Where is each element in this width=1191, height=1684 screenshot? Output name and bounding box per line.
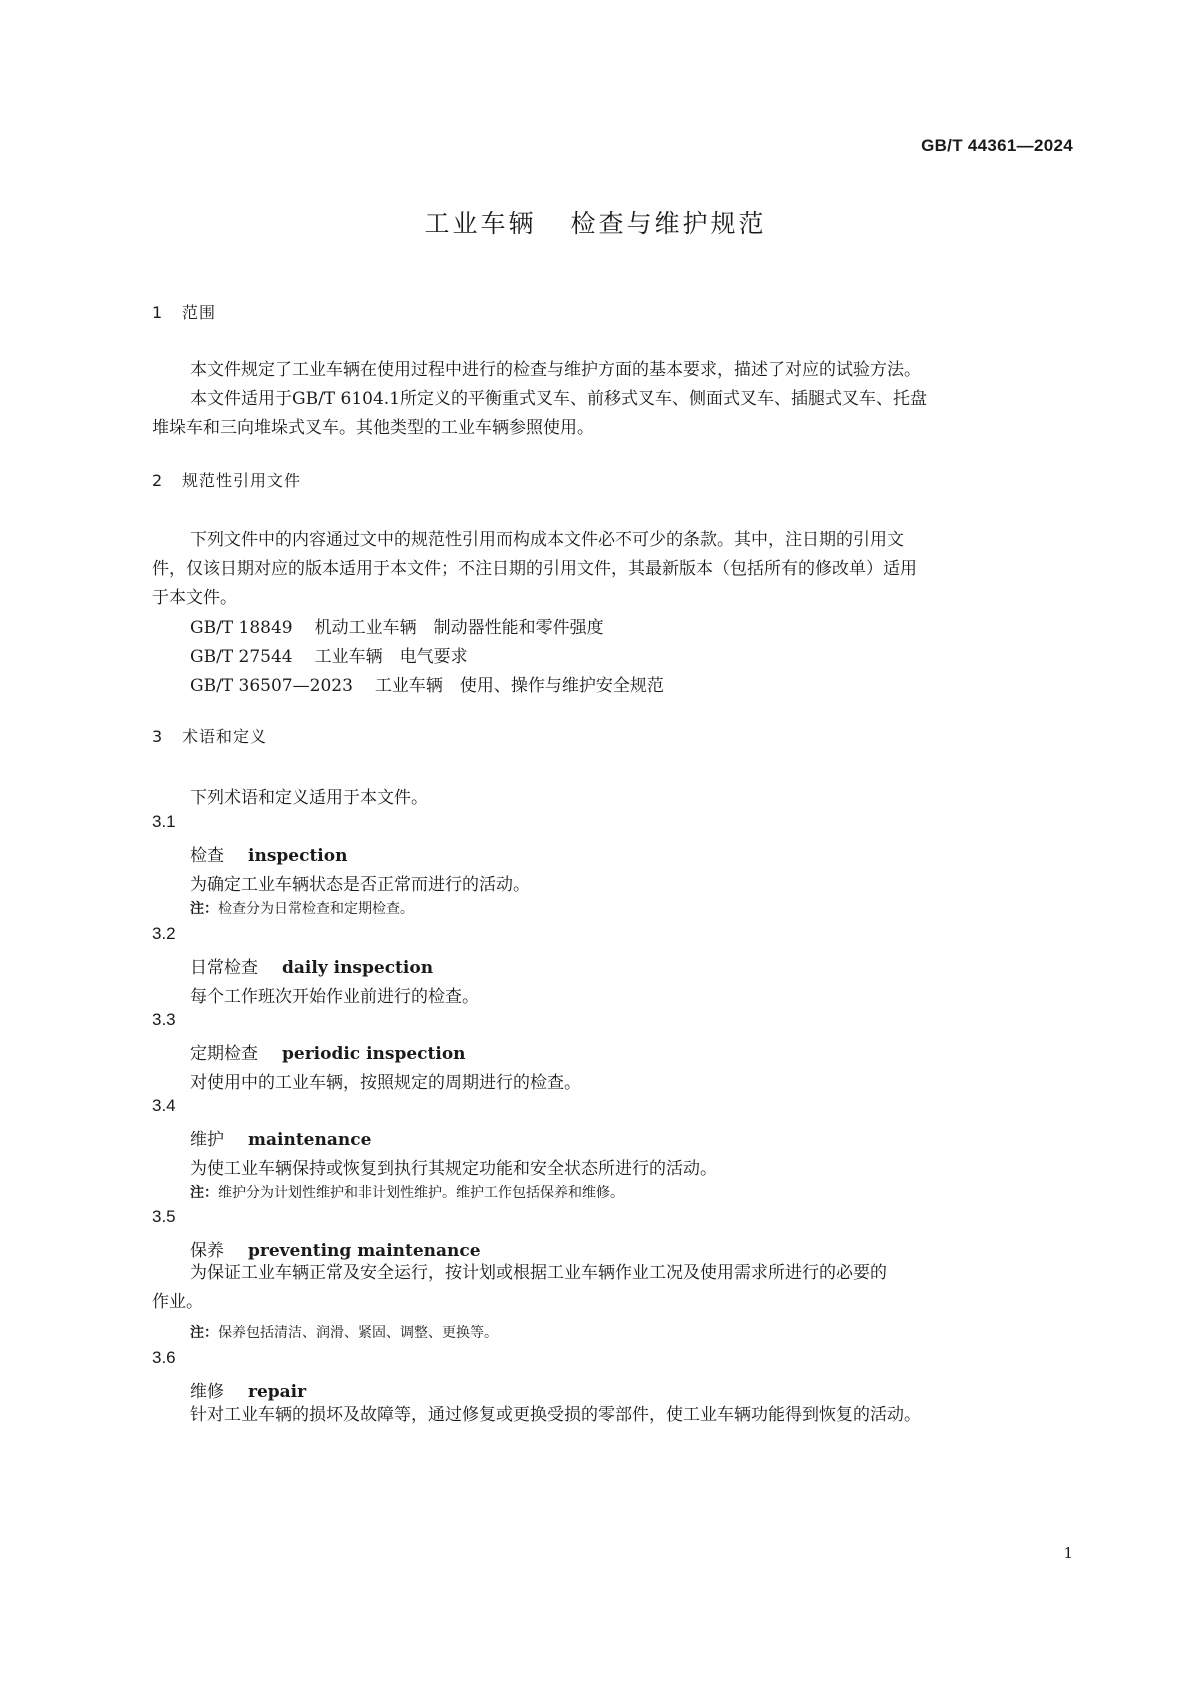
title-part-2: 检查与维护规范 xyxy=(570,209,767,238)
term-definition-line-2: 作业。 xyxy=(152,1292,203,1312)
term-number: 3.2 xyxy=(152,924,176,943)
term-zh: 定期检查 xyxy=(190,1044,258,1064)
term-heading xyxy=(190,1377,306,1402)
section-2-number: 2 xyxy=(152,471,164,490)
term-heading xyxy=(190,953,433,978)
section-1-para-2-text-1: 本文件适用于GB/T 6104.1所定义的平衡重式叉车、前移式叉车、侧面式叉车、插腿式叉车、托盘 xyxy=(190,389,928,409)
term-definition: 每个工作班次开始作业前进行的检查。 xyxy=(190,987,479,1007)
reference-title: 工业车辆 使用、操作与维护安全规范 xyxy=(374,676,664,696)
term-zh: 保养 xyxy=(190,1241,224,1261)
section-1-para-2-line-1 xyxy=(152,385,1072,414)
term-note xyxy=(190,1322,498,1342)
term-definition-line-1 xyxy=(152,1259,1072,1288)
term-en: daily inspection xyxy=(282,958,434,978)
term-number: 3.5 xyxy=(152,1207,176,1226)
section-2-title: 规范性引用文件 xyxy=(182,471,302,490)
section-1-para-2-line-2: 堆垛车和三向堆垛式叉车。其他类型的工业车辆参照使用。 xyxy=(152,418,594,438)
section-2-para-line-2: 件，仅该日期对应的版本适用于本文件；不注日期的引用文件，其最新版本（包括所有的修改单）适用 xyxy=(152,559,917,579)
term-en: preventing maintenance xyxy=(248,1241,481,1261)
document-title xyxy=(0,204,1191,240)
section-1-heading xyxy=(152,300,216,323)
reference-code: GB/T 18849 xyxy=(190,618,293,638)
term-heading xyxy=(190,1236,481,1261)
note-text: 检查分为日常检查和定期检查。 xyxy=(218,901,414,917)
reference-title: 机动工业车辆 制动器性能和零件强度 xyxy=(314,618,604,638)
term-definition-text-1: 为保证工业车辆正常及安全运行，按计划或根据工业车辆作业工况及使用需求所进行的必要的 xyxy=(190,1263,887,1283)
term-zh: 检查 xyxy=(190,846,224,866)
note-label: 注： xyxy=(190,1325,218,1341)
reference-title: 工业车辆 电气要求 xyxy=(314,647,468,667)
term-zh: 日常检查 xyxy=(190,958,258,978)
section-3-intro: 下列术语和定义适用于本文件。 xyxy=(190,788,428,808)
title-part-1: 工业车辆 xyxy=(424,209,537,238)
term-number: 3.6 xyxy=(152,1348,176,1367)
term-note xyxy=(190,898,414,918)
section-1-para-1-text: 本文件规定了工业车辆在使用过程中进行的检查与维护方面的基本要求，描述了对应的试验方法。 xyxy=(190,360,921,380)
term-en: periodic inspection xyxy=(282,1044,466,1064)
section-1-number: 1 xyxy=(152,303,164,322)
section-2-para-text-1: 下列文件中的内容通过文中的规范性引用而构成本文件必不可少的条款。其中，注日期的引用文 xyxy=(190,530,904,550)
term-en: inspection xyxy=(248,846,348,866)
term-heading xyxy=(190,1125,371,1150)
term-heading xyxy=(190,1039,466,1064)
reference-code: GB/T 36507—2023 xyxy=(190,676,353,696)
note-label: 注： xyxy=(190,901,218,917)
reference-code: GB/T 27544 xyxy=(190,647,293,667)
term-number: 3.3 xyxy=(152,1010,176,1029)
note-text: 维护分为计划性维护和非计划性维护。维护工作包括保养和维修。 xyxy=(218,1185,624,1201)
page-number: 1 xyxy=(1063,1544,1073,1562)
term-definition: 为使工业车辆保持或恢复到执行其规定功能和安全状态所进行的活动。 xyxy=(190,1159,717,1179)
term-heading xyxy=(190,841,347,866)
normative-reference xyxy=(190,671,664,696)
term-number: 3.4 xyxy=(152,1096,176,1115)
term-zh: 维护 xyxy=(190,1130,224,1150)
term-en: repair xyxy=(248,1382,307,1402)
section-2-para-line-1 xyxy=(152,526,1072,555)
note-text: 保养包括清洁、润滑、紧固、调整、更换等。 xyxy=(218,1325,498,1341)
section-2-para-line-3: 于本文件。 xyxy=(152,588,237,608)
note-label: 注： xyxy=(190,1185,218,1201)
term-definition: 为确定工业车辆状态是否正常而进行的活动。 xyxy=(190,875,530,895)
standard-number: GB/T 44361—2024 xyxy=(921,136,1073,155)
term-number: 3.1 xyxy=(152,812,176,831)
term-definition: 针对工业车辆的损坏及故障等，通过修复或更换受损的零部件，使工业车辆功能得到恢复的活动。 xyxy=(190,1405,921,1425)
section-1-para-1 xyxy=(152,356,1072,385)
term-definition: 对使用中的工业车辆，按照规定的周期进行的检查。 xyxy=(190,1073,581,1093)
term-en: maintenance xyxy=(248,1130,372,1150)
section-3-title: 术语和定义 xyxy=(182,727,268,746)
term-zh: 维修 xyxy=(190,1382,224,1402)
section-3-number: 3 xyxy=(152,727,164,746)
section-2-heading xyxy=(152,468,301,491)
term-note xyxy=(190,1182,624,1202)
section-1-title: 范围 xyxy=(182,303,217,322)
normative-reference xyxy=(190,642,468,667)
section-3-heading xyxy=(152,724,267,747)
normative-reference xyxy=(190,613,604,638)
